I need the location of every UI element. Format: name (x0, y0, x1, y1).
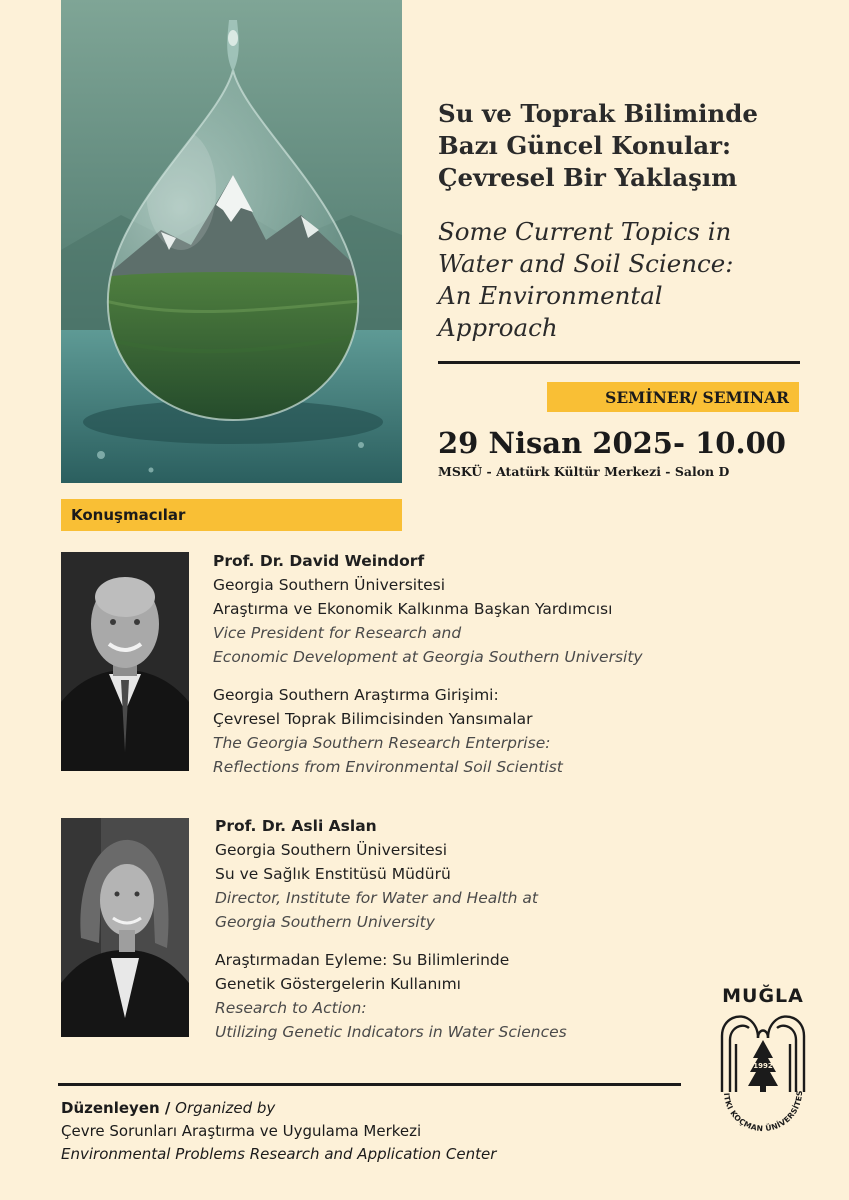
logo-arc-text: ITKI KOÇMAN ÜNİVERSİTES (721, 1090, 805, 1134)
organizer-label-en: Organized by (175, 1099, 276, 1117)
speaker-block-weindorf (213, 549, 643, 779)
talk-title-en: The Georgia Southern Research Enterprise: (213, 734, 551, 752)
seminar-badge: SEMİNER/ SEMINAR (547, 382, 799, 412)
logo-wordmark: MUĞLA (722, 985, 804, 1007)
title-tr-line: Bazı Güncel Konular: (438, 131, 732, 160)
speaker-name: Prof. Dr. David Weindorf (213, 552, 425, 570)
speaker-name: Prof. Dr. Asli Aslan (215, 817, 377, 835)
hero-droplet-image (61, 0, 402, 483)
talk-title-tr: Genetik Göstergelerin Kullanımı (215, 975, 461, 993)
title-en-line: Approach (438, 313, 558, 342)
organizer-label-tr: Düzenleyen / (61, 1099, 171, 1117)
university-logo (712, 1008, 814, 1142)
title-en-line: Water and Soil Science: (438, 249, 734, 278)
speakers-heading-label: Konuşmacılar (71, 506, 186, 524)
event-date-time: 29 Nisan 2025- 10.00 (438, 426, 786, 460)
organizer-center-en: Environmental Problems Research and Application Center (61, 1145, 497, 1163)
speakers-heading (61, 499, 402, 531)
title-turkish (438, 98, 828, 194)
talk-title-tr: Araştırmadan Eyleme: Su Bilimlerinde (215, 951, 510, 969)
speaker-role-en: Vice President for Research and (213, 624, 462, 642)
talk-title-tr: Georgia Southern Araştırma Girişimi: (213, 686, 499, 704)
talk-title-en: Research to Action: (215, 999, 367, 1017)
speaker-role-tr: Araştırma ve Ekonomik Kalkınma Başkan Yardımcısı (213, 600, 613, 618)
title-tr-line: Su ve Toprak Biliminde (438, 99, 758, 128)
talk-title-tr: Çevresel Toprak Bilimcisinden Yansımalar (213, 710, 533, 728)
title-english (438, 216, 828, 344)
speaker-affiliation: Georgia Southern Üniversitesi (213, 576, 446, 594)
title-en-line: An Environmental (438, 281, 663, 310)
footer-divider (58, 1083, 681, 1086)
event-venue: MSKÜ - Atatürk Kültür Merkezi - Salon D (438, 464, 730, 479)
talk-title-en: Utilizing Genetic Indicators in Water Sciences (215, 1023, 567, 1041)
logo-year: 1992 (753, 1062, 773, 1070)
organizer-center-tr: Çevre Sorunları Araştırma ve Uygulama Merkezi (61, 1122, 422, 1140)
speaker-role-en: Economic Development at Georgia Southern University (213, 648, 643, 666)
speaker-photo-weindorf (61, 552, 189, 771)
title-tr-line: Çevresel Bir Yaklaşım (438, 163, 738, 192)
speaker-role-en: Director, Institute for Water and Health at (215, 889, 538, 907)
speaker-role-en: Georgia Southern University (215, 913, 435, 931)
title-en-line: Some Current Topics in (438, 217, 732, 246)
organizer-block (61, 1097, 496, 1166)
speaker-photo-aslan (61, 818, 189, 1037)
speaker-affiliation: Georgia Southern Üniversitesi (215, 841, 448, 859)
speaker-block-aslan (215, 814, 567, 1044)
title-divider (438, 361, 800, 364)
talk-title-en: Reflections from Environmental Soil Scientist (213, 758, 563, 776)
speaker-role-tr: Su ve Sağlık Enstitüsü Müdürü (215, 865, 451, 883)
